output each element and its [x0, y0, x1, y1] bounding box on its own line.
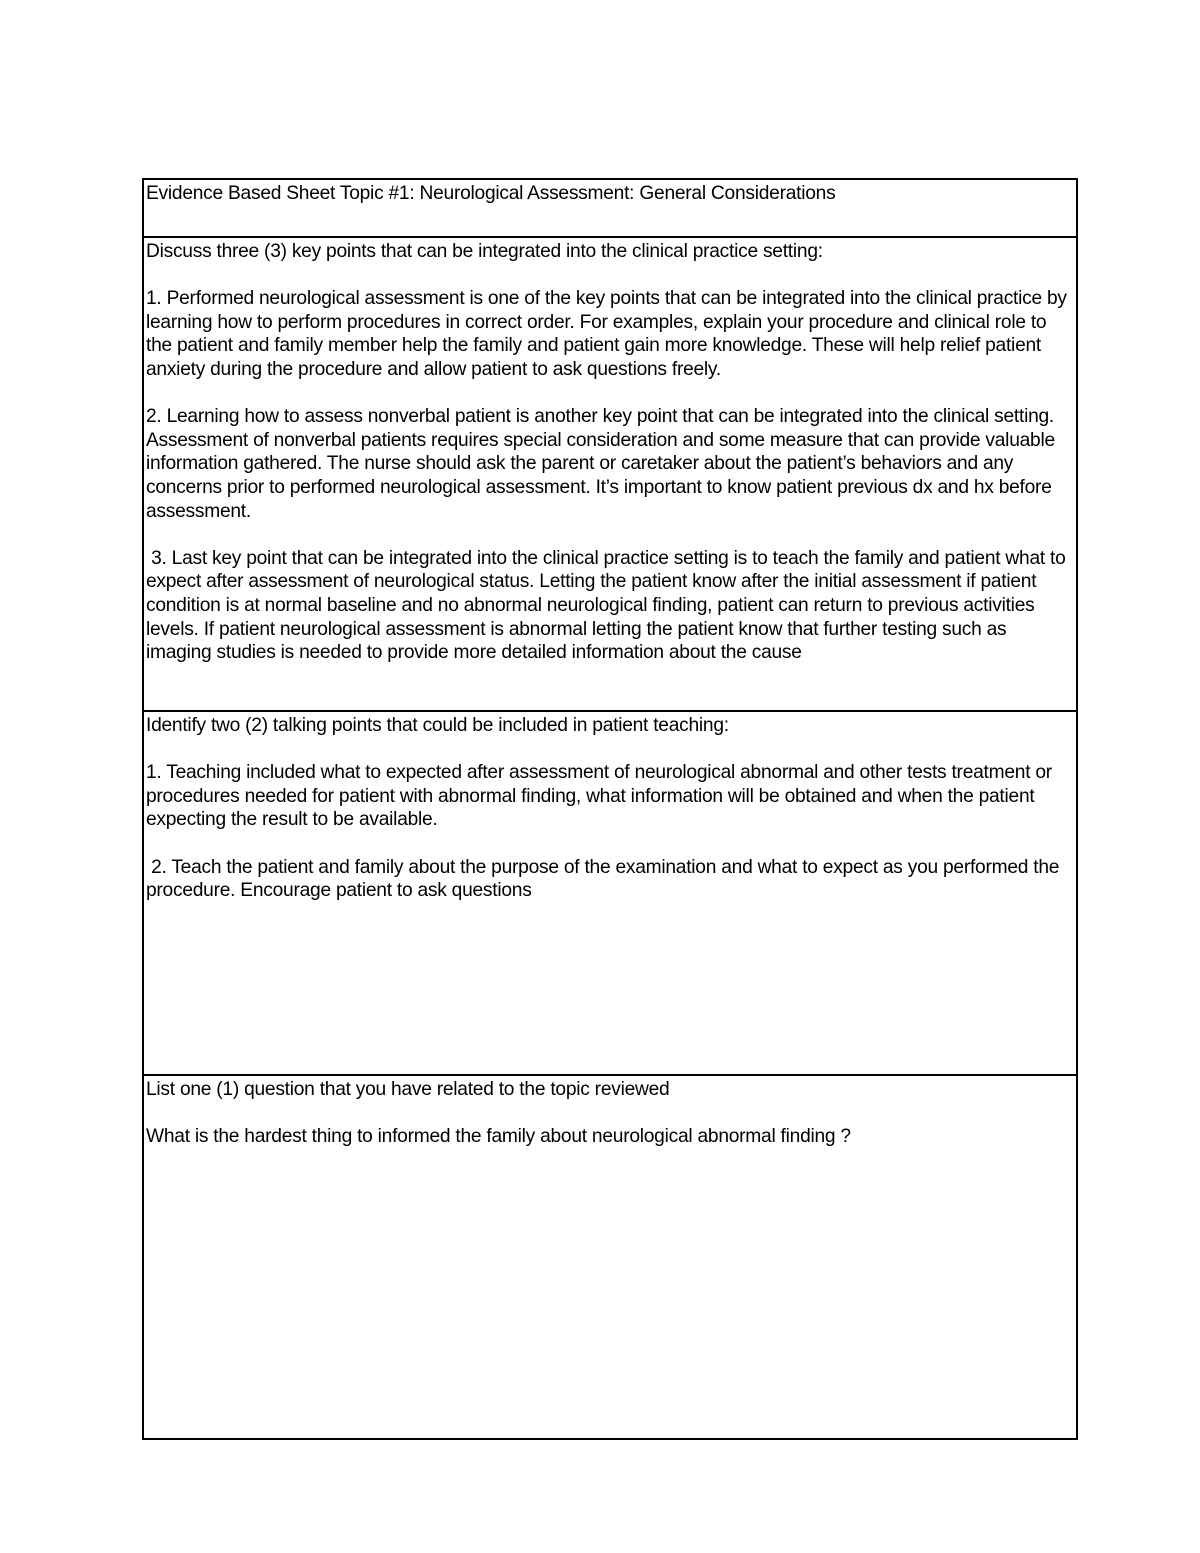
- key-point-3: 3. Last key point that can be integrated into the clinical practice setting is to teach the family and patient what to expect after assessment of neurological status. Letting the patient know after the initial assessment if patient condition is at normal baseline and no abnormal neurological finding, patient can return to previous activities levels. If patient neurological assessment is abnormal letting the patient know that further testing such as imaging studies is needed to provide more detailed information about the cause: [146, 547, 1071, 664]
- sheet-title: Evidence Based Sheet Topic #1: Neurological Assessment: General Considerations: [146, 183, 836, 204]
- question-prompt: List one (1) question that you have related to the topic reviewed: [146, 1079, 670, 1100]
- patient-teaching-cell: [144, 710, 1076, 1074]
- discuss-key-points-cell: [144, 236, 1076, 710]
- evidence-based-sheet-table: [142, 178, 1078, 1440]
- spacer: [146, 523, 1073, 547]
- key-point-2: 2. Learning how to assess nonverbal patient is another key point that can be integrated into the clinical setting. Assessment of nonverbal patients requires special consideration and some measure that can provide valuable information gathered. The nurse should ask the parent or caretaker about the patient’s behaviors and any concerns prior to performed neurological assessment. It’s important to know patient previous dx and hx before assessment.: [146, 406, 1060, 522]
- teaching-point-2: 2. Teach the patient and family about the purpose of the examination and what to expect as you performed the procedure. Encourage patient to ask questions: [146, 856, 1065, 902]
- spacer: [146, 264, 1073, 288]
- spacer: [146, 1102, 1073, 1126]
- discuss-prompt: Discuss three (3) key points that can be integrated into the clinical practice setting:: [146, 241, 823, 262]
- question-cell: [144, 1074, 1076, 1438]
- spacer: [146, 832, 1073, 856]
- spacer: [146, 382, 1073, 406]
- spacer: [146, 738, 1073, 762]
- teaching-prompt: Identify two (2) talking points that could be included in patient teaching:: [146, 715, 729, 736]
- teaching-point-1: 1. Teaching included what to expected after assessment of neurological abnormal and other tests treatment or procedures needed for patient with abnormal finding, what information will be obtained and when the patient expecting the result to be available.: [146, 762, 1058, 831]
- question-answer: What is the hardest thing to informed the family about neurological abnormal finding ?: [146, 1126, 851, 1148]
- key-point-1: 1. Performed neurological assessment is one of the key points that can be integrated into the clinical practice by learning how to perform procedures in correct order. For examples, explain your procedure and clinical role to the patient and family member help the family and patient gain more knowledge. These will help relief patient anxiety during the procedure and allow patient to ask questions freely.: [146, 288, 1072, 380]
- title-cell: [144, 180, 1076, 236]
